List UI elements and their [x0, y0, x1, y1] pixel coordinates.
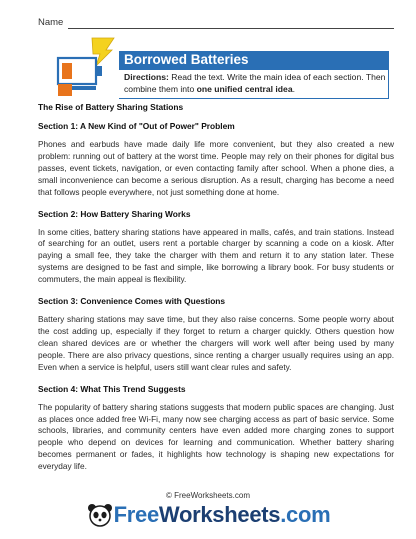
- section-1-heading: Section 1: A New Kind of "Out of Power" Problem: [38, 121, 235, 131]
- battery-lightning-icon: [52, 36, 118, 98]
- logo-part-com: .com: [280, 502, 331, 527]
- section-3-heading: Section 3: Convenience Comes with Questions: [38, 296, 226, 307]
- footer-copyright[interactable]: © FreeWorksheets.com: [166, 491, 250, 500]
- passage-title: The Rise of Battery Sharing Stations: [38, 102, 184, 112]
- logo-part-worksheets: Worksheets: [158, 502, 281, 527]
- directions-label: Directions:: [124, 72, 169, 82]
- section-4-heading: Section 4: What This Trend Suggests: [38, 383, 186, 394]
- section-4-text: The popularity of battery sharing stations suggests that modern public spaces are changing. Just as places once added free Wi-Fi, many now see charging access as part of basic service. Some schools, libraries, and community centers have even added more charging zones to support people who depend on devices for learning and communication. Whether battery sharing becomes permanent or fades, it highlights how technology is shaping new expectations for everyday life.: [38, 401, 394, 472]
- directions-end: .: [292, 83, 295, 94]
- logo-wordmark: [114, 502, 331, 528]
- section-1-text: Phones and earbuds have made daily life more convenient, but they also created a new problem: running out of battery at the worst time. People may rely on their phones for digital bus passes, event tickets, navigation, or even contacting family after school. When a phone dies, a small inconvenience can become a serious disruption. As a result, charging has become a need that follows people everywhere, not just something done at home.: [38, 139, 394, 197]
- battery-icon: [58, 58, 102, 96]
- section-2-heading: Section 2: How Battery Sharing Works: [38, 208, 191, 219]
- worksheet-title: Borrowed Batteries: [124, 52, 249, 67]
- directions-text: Read the text. Write the main idea of each section. Then combine them into: [124, 72, 386, 94]
- name-row: [38, 17, 394, 31]
- panda-mascot-icon: [86, 502, 114, 528]
- name-line[interactable]: [68, 28, 394, 29]
- name-label: Name: [38, 17, 64, 28]
- footer-logo[interactable]: [0, 500, 416, 530]
- reading-passage: [38, 102, 394, 473]
- directions: [124, 72, 388, 95]
- directions-emphasis: one unified central idea: [196, 83, 293, 94]
- section-2-text: In some cities, battery sharing stations have appeared in malls, cafés, and train stations. Instead of searching for an outlet, users rent a portable charger by scanning a code on a kiosk. After paying a small fee, they take the charger with them and return it to any station later. These systems are designed to be fast and simple, like borrowing a library book. For busy students or commuters, the main appeal is flexibility.: [38, 226, 394, 285]
- logo-part-free: Free: [113, 502, 159, 527]
- section-3-text: Battery sharing stations may save time, but they also raise concerns. Some people worry about the cost adding up, especially if they forget to return a charger quickly. Others question how clean shared devices are or whether the chargers will work well after being used by many people. There are also privacy questions, since renting a charger usually requires using an app. Even when a service is helpful, users still want clear rules and safety.: [38, 314, 394, 372]
